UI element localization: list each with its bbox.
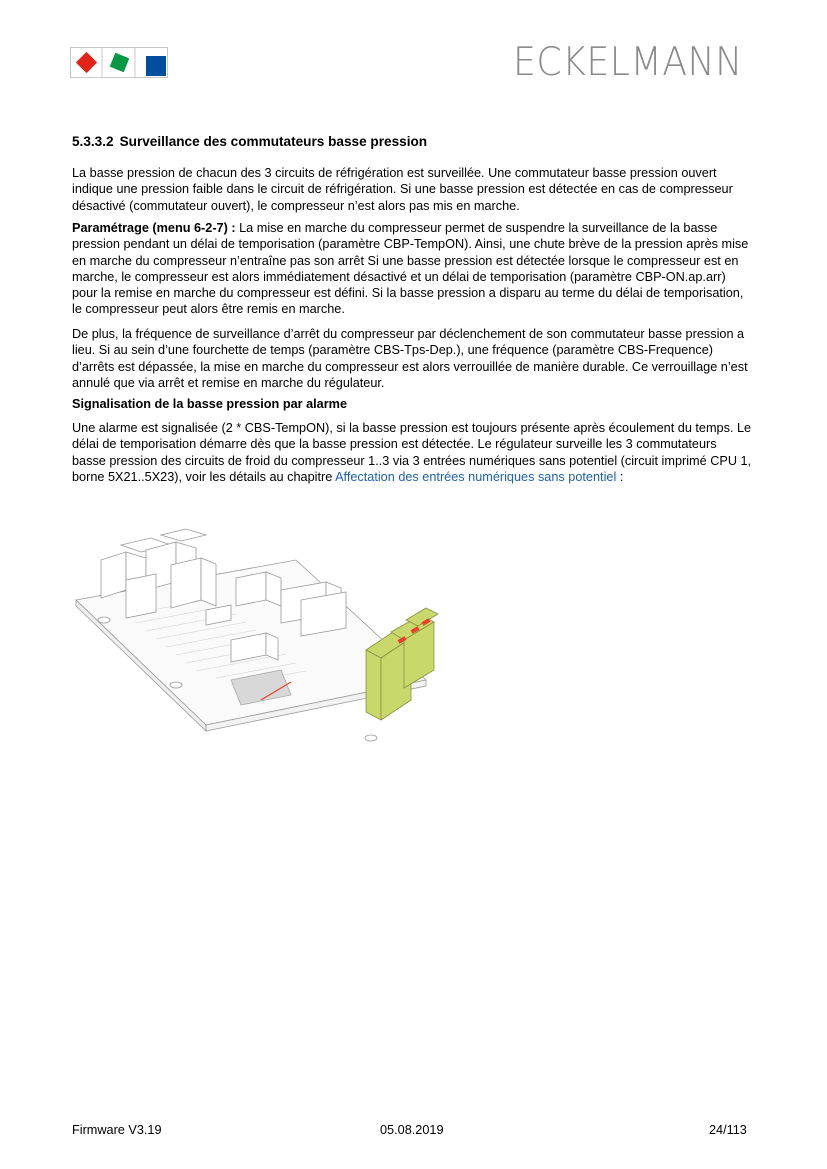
logo-blue-square: [146, 56, 166, 76]
footer-page-number: 24/113: [709, 1123, 747, 1137]
alarme-end: :: [616, 469, 624, 484]
chapter-link[interactable]: Affectation des entrées numériques sans potentiel: [335, 469, 617, 484]
paragraph-parametrage: [72, 220, 752, 318]
brand-name: ECKELMANN: [513, 40, 743, 85]
section-heading: [72, 134, 752, 149]
paragraph-intro: La basse pression de chacun des 3 circuits de réfrigération est surveillée. Une commutateur basse pression ouvert indique une pression faible dans le circuit de réfrigération. Si une basse pression est détectée en cas de compresseur désactivé (commutateur ouvert), le compresseur n’est alors pas mis en marche.: [72, 166, 733, 213]
footer-date: 05.08.2019: [380, 1123, 444, 1137]
sub-heading-alarme: Signalisation de la basse pression par alarme: [72, 397, 348, 411]
section-title: Surveillance des commutateurs basse pression: [119, 134, 428, 149]
paragraph-frequence: De plus, la fréquence de surveillance d’arrêt du compresseur par déclenchement de son commutateur basse pression a lieu. Si au sein d’une fourchette de temps (paramètre CBS-Tps-Dep.), une fréquence (paramètre CBS-Frequence) d’arrêts est dépassée, la mise en marche du compresseur est alors verrouillée de manière durable. Ce verrouillage n’est annulé que via arrêt et remise en marche du régulateur.: [72, 327, 748, 390]
highlighted-terminal-block: [366, 608, 438, 720]
eckelmann-logo-mark: [70, 47, 168, 84]
logo-red-square: [76, 52, 97, 73]
parametrage-label: Paramétrage (menu 6-2-7) :: [72, 221, 236, 235]
logo-green-square: [110, 53, 130, 73]
alarme-text: Une alarme est signalisée (2 * CBS-TempON), si la basse pression est toujours présente après écoulement du temps. Le délai de temporisation démarre dès que la basse pression est détectée. Le régulateur surveille les 3 commutateurs basse pression des circuits de froid du compresseur 1..3 via 3 entrées numériques sans potentiel (circuit imprimé CPU 1, borne 5X21..5X23), voir les détails au chapitre: [72, 421, 752, 484]
parametrage-text: La mise en marche du compresseur permet de suspendre la surveillance de la basse pression pendant un délai de temporisation (paramètre CBP-TempON). Ainsi, une chute brève de la pression après mise en marche du compresseur n’entraîne pas son arrêt Si une basse pression est détectée lorsque le compresseur est en marche, le compresseur est alors immédiatement désactivé et un délai de temporisation (paramètre CBP-ON.ap.arr) pour la remise en marche du compresseur est défini. Si la basse pression a disparu au terme du délai de temporisation, le compresseur peut alors être remis en marche.: [72, 221, 749, 317]
circuit-board-illustration: [66, 520, 446, 765]
footer-firmware: Firmware V3.19: [72, 1123, 162, 1137]
section-number: 5.3.3.2: [72, 134, 114, 149]
paragraph-alarme: [72, 420, 752, 485]
